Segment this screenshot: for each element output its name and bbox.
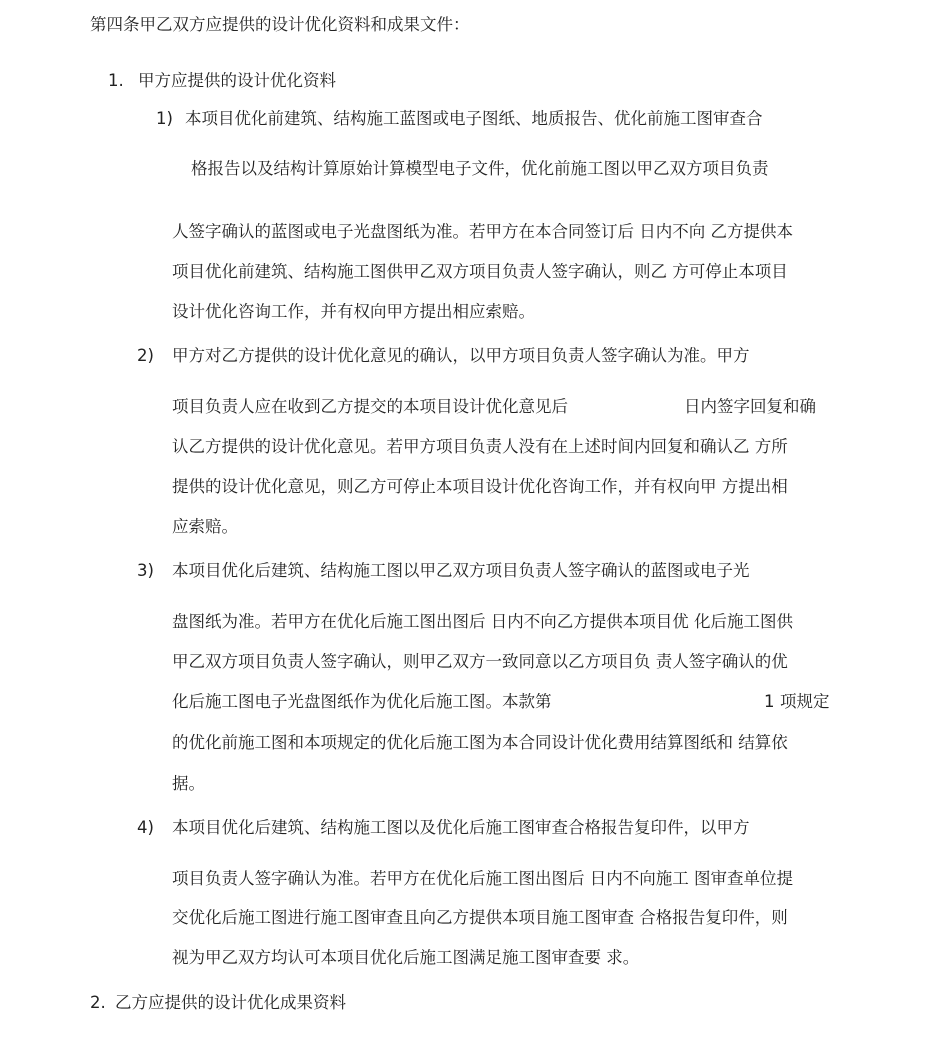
item-4-line-1: 本项目优化后建筑、结构施工图以及优化后施工图审查合格报告复印件，以甲方: [172, 818, 750, 837]
item-2-line-2a: 项目负责人应在收到乙方提交的本项目设计优化意见后: [172, 397, 568, 416]
item-3-line-4-number: 1: [764, 692, 775, 711]
section-1-title: 甲方应提供的设计优化资料: [138, 71, 336, 90]
item-2-number: 2): [137, 346, 154, 365]
item-3-line-5: 的优化前施工图和本项规定的优化后施工图为本合同设计优化费用结算图纸和 结算依: [172, 733, 788, 752]
item-3-line-4a: 化后施工图电子光盘图纸作为优化后施工图。本款第: [172, 692, 552, 711]
item-2-line-4: 提供的设计优化意见，则乙方可停止本项目设计优化咨询工作，并有权向甲 方提出相: [172, 477, 788, 496]
item-4-line-4: 视为甲乙双方均认可本项目优化后施工图满足施工图审查要 求。: [172, 948, 640, 967]
item-3-line-6: 据。: [172, 774, 205, 793]
item-1-line-2: 格报告以及结构计算原始计算模型电子文件，优化前施工图以甲乙双方项目负责: [191, 159, 769, 178]
item-3-number: 3): [137, 561, 154, 580]
item-1-line-4: 项目优化前建筑、结构施工图供甲乙双方项目负责人签字确认，则乙 方可停止本项目: [172, 262, 788, 281]
item-1-line-1: 本项目优化前建筑、结构施工蓝图或电子图纸、地质报告、优化前施工图审查合: [185, 109, 763, 128]
item-4-line-2: 项目负责人签字确认为准。若甲方在优化后施工图出图后 日内不向施工 图审查单位提: [172, 869, 793, 888]
item-1-line-3: 人签字确认的蓝图或电子光盘图纸为准。若甲方在本合同签订后 日内不向 乙方提供本: [172, 222, 793, 241]
item-2-line-5: 应索赔。: [172, 517, 238, 536]
item-4-number: 4): [137, 818, 154, 837]
item-3-line-1: 本项目优化后建筑、结构施工图以甲乙双方项目负责人签字确认的蓝图或电子光: [172, 561, 750, 580]
item-2-line-2b: 日内签字回复和确: [684, 397, 816, 416]
item-2-line-1: 甲方对乙方提供的设计优化意见的确认，以甲方项目负责人签字确认为准。甲方: [172, 346, 750, 365]
section-2-title: 乙方应提供的设计优化成果资料: [115, 993, 346, 1012]
item-1-line-5: 设计优化咨询工作，并有权向甲方提出相应索赔。: [172, 302, 535, 321]
item-3-line-2: 盘图纸为准。若甲方在优化后施工图出图后 日内不向乙方提供本项目优 化后施工图供: [172, 612, 793, 631]
item-1-number: 1): [156, 109, 173, 128]
article-heading: 第四条甲乙双方应提供的设计优化资料和成果文件：: [90, 15, 470, 34]
item-4-line-3: 交优化后施工图进行施工图审查且向乙方提供本项目施工图审查 合格报告复印件，则: [172, 908, 788, 927]
item-3-line-4b: 项规定: [780, 692, 830, 711]
item-3-line-3: 甲乙双方项目负责人签字确认，则甲乙双方一致同意以乙方项目负 责人签字确认的优: [172, 652, 788, 671]
section-1-number: 1.: [108, 71, 124, 90]
item-2-line-3: 认乙方提供的设计优化意见。若甲方项目负责人没有在上述时间内回复和确认乙 方所: [172, 437, 788, 456]
section-2-number: 2.: [90, 993, 106, 1012]
